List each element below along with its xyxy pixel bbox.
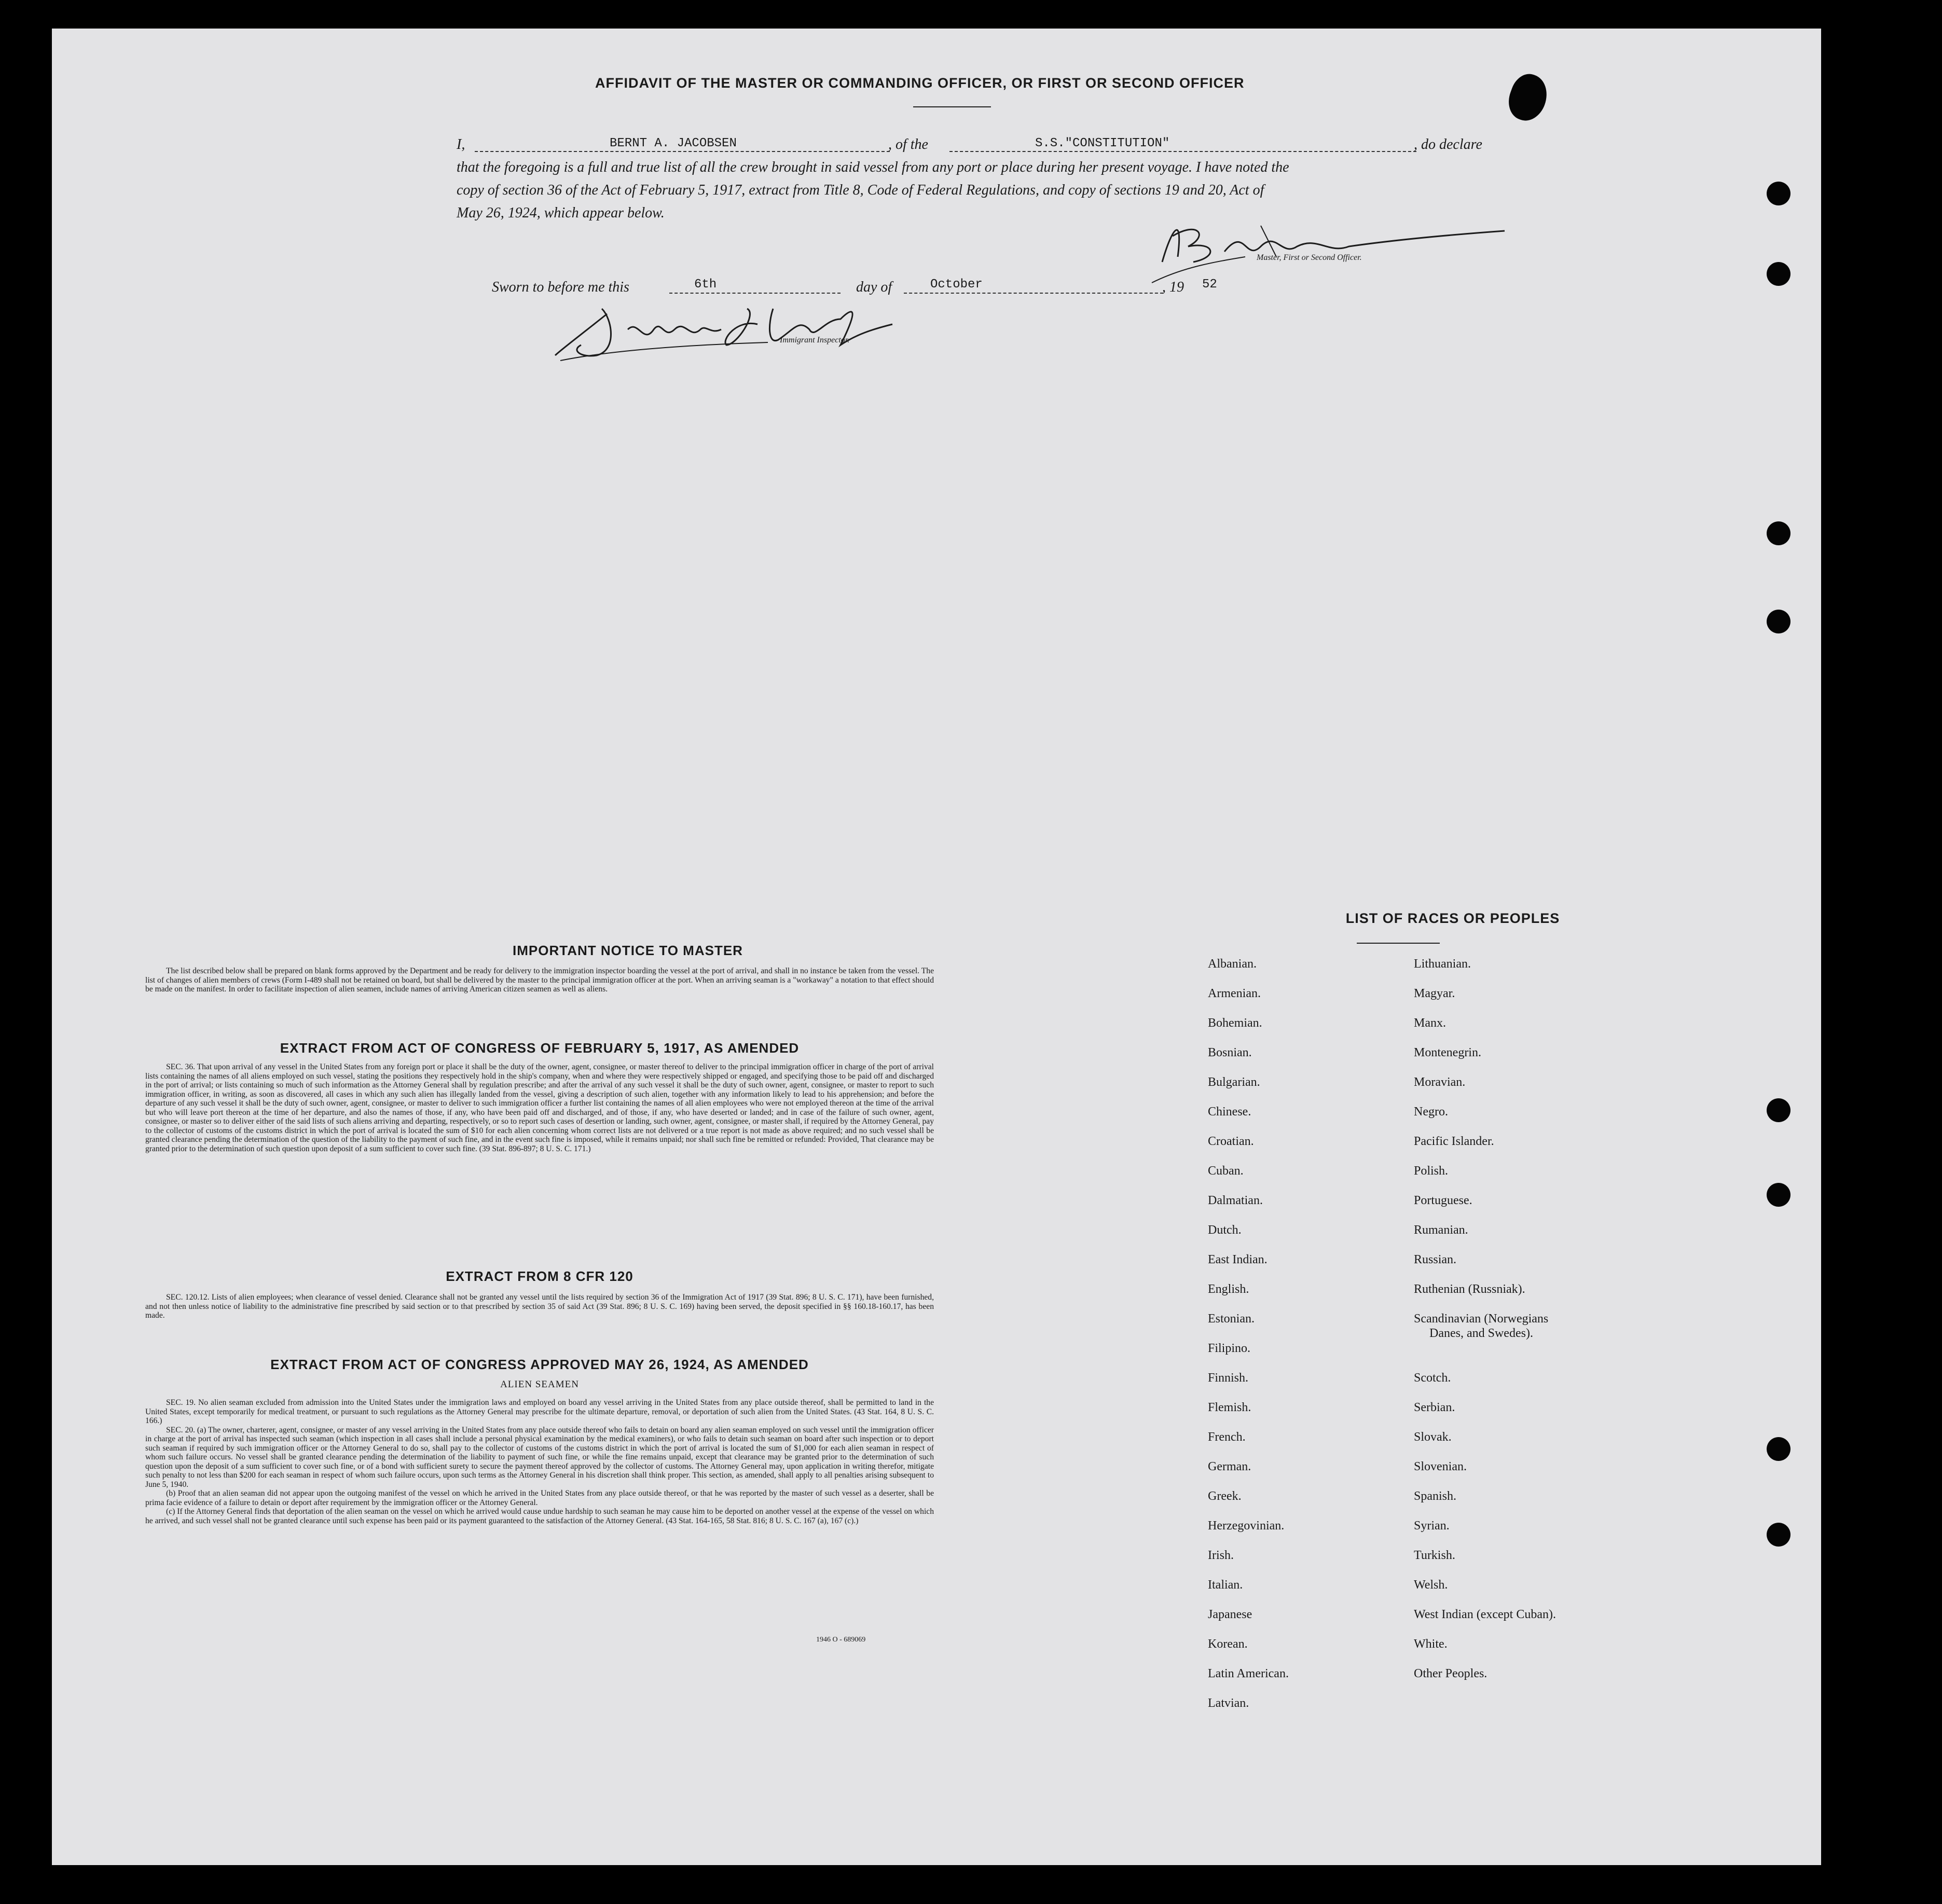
race-item: Portuguese. bbox=[1414, 1194, 1472, 1207]
race-item-continuation: Danes, and Swedes). bbox=[1429, 1327, 1533, 1340]
race-item: Bosnian. bbox=[1208, 1046, 1252, 1059]
race-item: Magyar. bbox=[1414, 987, 1455, 1000]
master-name: BERNT A. JACOBSEN bbox=[610, 136, 737, 150]
punch-hole bbox=[1767, 262, 1791, 286]
vessel-name: S.S."CONSTITUTION" bbox=[1035, 136, 1170, 150]
race-item: Rumanian. bbox=[1414, 1223, 1468, 1237]
notice-paragraph: The list described below shall be prepared on blank forms approved by the Department and be ready for delivery to the immigration inspector boarding the vessel at the port of arrival, and shall in no instance be taken from the vessel. The list of changes of alien members of crews (Form I-489 shall not be retained on board, but shall be delivered by the master to the principal immigration officer at the port. When an arriving seaman is a "workaway" a notation to that effect should be made on the manifest. In order to facilitate inspection of alien seamen, include names of arriving American citizen seamen as well as aliens. bbox=[145, 967, 934, 994]
race-item: Filipino. bbox=[1208, 1342, 1251, 1355]
sworn-day: 6th bbox=[694, 278, 717, 292]
punch-hole bbox=[1503, 70, 1553, 126]
vessel-name-line bbox=[949, 151, 1416, 152]
race-item: Moravian. bbox=[1414, 1075, 1466, 1089]
punch-hole bbox=[1767, 1098, 1791, 1122]
punch-hole bbox=[1767, 1183, 1791, 1207]
extract-cfr-title: EXTRACT FROM 8 CFR 120 bbox=[446, 1268, 633, 1284]
race-item: Japanese bbox=[1208, 1608, 1252, 1621]
race-item: Ruthenian (Russniak). bbox=[1414, 1282, 1525, 1296]
race-item: Estonian. bbox=[1208, 1312, 1255, 1326]
punch-hole bbox=[1767, 1437, 1791, 1461]
affidavit-line-2: that the foregoing is a full and true list of all the crew brought in said vessel from any port or place during her present voyage. I have noted the bbox=[457, 159, 1289, 175]
extract-cfr-text bbox=[145, 1293, 934, 1320]
race-item: Montenegrin. bbox=[1414, 1046, 1481, 1059]
master-name-line bbox=[475, 151, 890, 152]
race-item: Bohemian. bbox=[1208, 1016, 1262, 1030]
extract-1917-text bbox=[145, 1063, 934, 1153]
race-item: Other Peoples. bbox=[1414, 1667, 1488, 1680]
print-code: 1946 O - 689069 bbox=[816, 1636, 866, 1644]
sworn-month: October bbox=[930, 278, 983, 292]
day-of-label: day of bbox=[856, 279, 892, 295]
race-item: Croatian. bbox=[1208, 1135, 1254, 1148]
extract-1924-sec20b: (b) Proof that an alien seaman did not appear upon the outgoing manifest of the vessel on which he arrived in the United States from any place outside thereof, or that he was reported by the master of such vessel as a deserter, shall be prima facie evidence of a failure to detain or deport after requirement by the immigration officer or the Attorney General. bbox=[145, 1489, 934, 1507]
race-item: Herzegovinian. bbox=[1208, 1519, 1285, 1533]
race-item: Italian. bbox=[1208, 1578, 1243, 1592]
extract-1924-title: EXTRACT FROM ACT OF CONGRESS APPROVED MAY 26, 1924, AS AMENDED bbox=[270, 1357, 809, 1372]
notice-title: IMPORTANT NOTICE TO MASTER bbox=[513, 943, 743, 958]
sworn-label: Sworn to before me this bbox=[492, 279, 629, 295]
race-item: Polish. bbox=[1414, 1164, 1449, 1178]
race-item: German. bbox=[1208, 1460, 1251, 1473]
race-item: Turkish. bbox=[1414, 1549, 1455, 1562]
document-sheet bbox=[52, 29, 1821, 1865]
race-item: Dutch. bbox=[1208, 1223, 1242, 1237]
race-item: West Indian (except Cuban). bbox=[1414, 1608, 1556, 1621]
master-caption: Master, First or Second Officer. bbox=[1257, 253, 1362, 262]
race-item: Pacific Islander. bbox=[1414, 1135, 1494, 1148]
race-item: East Indian. bbox=[1208, 1253, 1268, 1266]
race-item: Latin American. bbox=[1208, 1667, 1289, 1680]
race-item: Russian. bbox=[1414, 1253, 1457, 1266]
do-declare-label: , do declare bbox=[1414, 136, 1482, 153]
race-item: Slovenian. bbox=[1414, 1460, 1467, 1473]
race-item: English. bbox=[1208, 1282, 1249, 1296]
race-item: Finnish. bbox=[1208, 1371, 1249, 1385]
race-item: Slovak. bbox=[1414, 1430, 1452, 1444]
punch-hole bbox=[1767, 610, 1791, 633]
of-the-label: , of the bbox=[888, 136, 928, 153]
extract-1917-title: EXTRACT FROM ACT OF CONGRESS OF FEBRUARY 5, 1917, AS AMENDED bbox=[280, 1040, 800, 1056]
title-rule bbox=[913, 106, 991, 107]
race-item: Flemish. bbox=[1208, 1401, 1251, 1414]
punch-hole bbox=[1767, 182, 1791, 205]
race-item: Dalmatian. bbox=[1208, 1194, 1263, 1207]
race-item: Scotch. bbox=[1414, 1371, 1451, 1385]
affidavit-line-3: copy of section 36 of the Act of February 5, 1917, extract from Title 8, Code of Federal Regulations, and copy of sections 19 and 20, Act of bbox=[457, 182, 1264, 198]
race-item: White. bbox=[1414, 1637, 1448, 1651]
race-item: Negro. bbox=[1414, 1105, 1448, 1119]
race-item: Scandinavian (Norwegians bbox=[1414, 1312, 1549, 1326]
extract-1924-subtitle: ALIEN SEAMEN bbox=[500, 1379, 579, 1390]
race-item: Albanian. bbox=[1208, 957, 1257, 971]
affidavit-title: AFFIDAVIT OF THE MASTER OR COMMANDING OFFICER, OR FIRST OR SECOND OFFICER bbox=[595, 75, 1245, 91]
race-item: Armenian. bbox=[1208, 987, 1261, 1000]
punch-hole bbox=[1767, 521, 1791, 545]
race-item: Chinese. bbox=[1208, 1105, 1251, 1119]
race-item: Cuban. bbox=[1208, 1164, 1244, 1178]
declarant-prefix: I, bbox=[457, 136, 465, 153]
extract-1924-sec19: SEC. 19. No alien seaman excluded from admission into the United States under the immigration laws and employed on board any vessel arriving in the United States from any place outside thereof, shall be permitted to land in the United States, except temporarily for medical treatment, or pursuant to such regulations as the Attorney General may prescribe for the ultimate departure, removal, or deportation of such alien from the United States. (43 Stat. 164, 8 U. S. C. 166.) bbox=[145, 1398, 934, 1425]
race-item: Spanish. bbox=[1414, 1489, 1457, 1503]
race-item: Lithuanian. bbox=[1414, 957, 1471, 971]
race-item: Serbian. bbox=[1414, 1401, 1455, 1414]
extract-cfr-paragraph: SEC. 120.12. Lists of alien employees; when clearance of vessel denied. Clearance shall not be granted any vessel until the lists required by section 36 of the Immigration Act of 1917 (39 Stat. 896; 8 U. S. C. 171), have been furnished, and not then unless notice of liability to the administrative fine prescribed by said section or to that prescribed by section 35 of said Act (39 Stat. 896; 8 U. S. C. 169) having been served, the deposit specified in §§ 160.18-160.17, has been made. bbox=[145, 1293, 934, 1320]
inspector-signature bbox=[550, 288, 913, 366]
race-item: Welsh. bbox=[1414, 1578, 1448, 1592]
punch-hole bbox=[1767, 1523, 1791, 1547]
races-title-rule bbox=[1357, 943, 1440, 944]
race-item: Bulgarian. bbox=[1208, 1075, 1260, 1089]
race-item: Greek. bbox=[1208, 1489, 1242, 1503]
extract-1924-text bbox=[145, 1398, 934, 1525]
master-signature bbox=[1141, 205, 1557, 288]
sworn-month-line bbox=[904, 293, 1163, 294]
races-title: LIST OF RACES OR PEOPLES bbox=[1345, 910, 1560, 926]
sworn-year: 52 bbox=[1202, 278, 1217, 292]
race-item: French. bbox=[1208, 1430, 1246, 1444]
extract-1924-sec20c: (c) If the Attorney General finds that deportation of the alien seaman on the vessel on which he arrived would cause undue hardship to such seaman he may cause him to be deported on another vessel at the expense of the vessel on which he arrived, and such vessel shall not be granted clearance until such expense has been paid or its payment guaranteed to the satisfaction of the Attorney General. (43 Stat. 164-165, 58 Stat. 816; 8 U. S. C. 167 (a), 167 (c).) bbox=[145, 1507, 934, 1525]
race-item: Latvian. bbox=[1208, 1696, 1249, 1710]
race-item: Korean. bbox=[1208, 1637, 1248, 1651]
notice-text bbox=[145, 967, 934, 994]
extract-1924-sec20a: SEC. 20. (a) The owner, charterer, agent, consignee, or master of any vessel arriving in the United States from any place outside thereof who fails to detain on board any alien seaman employed on such vessel until the immigration officer in charge at the port of arrival has inspected such seaman (which inspection in all cases shall include a personal physical examination by the medical examiners), or who fails to detain such seaman on board after such inspection or to deport such seaman if required by such immigration officer or the Attorney General to do so, shall pay to the collector of customs of the customs district in which the port of arrival is located the sum of $1,000 for each alien seaman in respect of whom such failure occurs. No vessel shall be granted clearance pending the determination of the liability to payment of such fine, or while the fine remains unpaid, except that clearance may be granted prior to the determination of such question upon the deposit of a sum sufficient to cover such fine, or of a bond with sufficient surety to secure the payment thereof approved by the collector of customs. The Attorney General may, upon application in writing therefor, mitigate such penalty to not less than $200 for each seaman in respect of whom such failure occurs, upon such terms as the Attorney General in his discretion shall think proper. This section, as amended, shall apply to all penalties arising subsequent to June 5, 1940. bbox=[145, 1425, 934, 1489]
inspector-caption: Immigrant Inspector. bbox=[780, 336, 850, 344]
race-item: Irish. bbox=[1208, 1549, 1234, 1562]
affidavit-line-4: May 26, 1924, which appear below. bbox=[457, 205, 665, 221]
race-item: Syrian. bbox=[1414, 1519, 1450, 1533]
year-prefix: , 19 bbox=[1162, 279, 1184, 295]
extract-1917-paragraph: SEC. 36. That upon arrival of any vessel in the United States from any foreign port or place it shall be the duty of the owner, agent, consignee, or master thereof to deliver to the principal immigration officer in charge of the port of arrival lists containing the names of all aliens employed on such vessel, stating the positions they respectively hold in the ship's company, when and where they were respectively shipped or engaged, and specifying those to be paid off and discharged in the port of arrival; or lists containing so much of such information as the Attorney General shall by regulation prescribe; and after the arrival of any such vessel it shall be the duty of such owner, agent, consignee, or master to report to such immigration officer, in writing, as soon as discovered, all cases in which any such alien has illegally landed from the vessel, giving a description of such alien, together with any information likely to lead to his apprehension; and before the departure of any such vessel it shall be the duty of such owner, agent, consignee, or master to deliver to such immigration officer a further list containing the names of all alien employees who were not employed thereon at the time of the arrival but who will leave port thereon at the time of her departure, and also the names of those, if any, who have been paid off and discharged, and of those, if any, who have deserted or landed; and in case of the failure of such owner, agent, consignee, or master so to deliver either of the said lists of such aliens arriving and departing, respectively, or so to report such cases of desertion or landing, such owner, agent, consignee, or master shall, if required by the Attorney General, pay to the collector of customs of the customs district in which the port of arrival is located the sum of $10 for each alien concerning whom correct lists are not delivered or a true report is not made as above required; and no such vessel shall be granted clearance pending the determination of the question of the liability to the payment of such fine, and in the event such fine is imposed, while it remains unpaid; nor shall such fine be remitted or refunded: Provided, That clearance may be granted prior to the determination of such question upon deposit of a sum sufficient to cover such fine. (39 Stat. 896-897; 8 U. S. C. 171.) bbox=[145, 1063, 934, 1153]
race-item: Manx. bbox=[1414, 1016, 1446, 1030]
